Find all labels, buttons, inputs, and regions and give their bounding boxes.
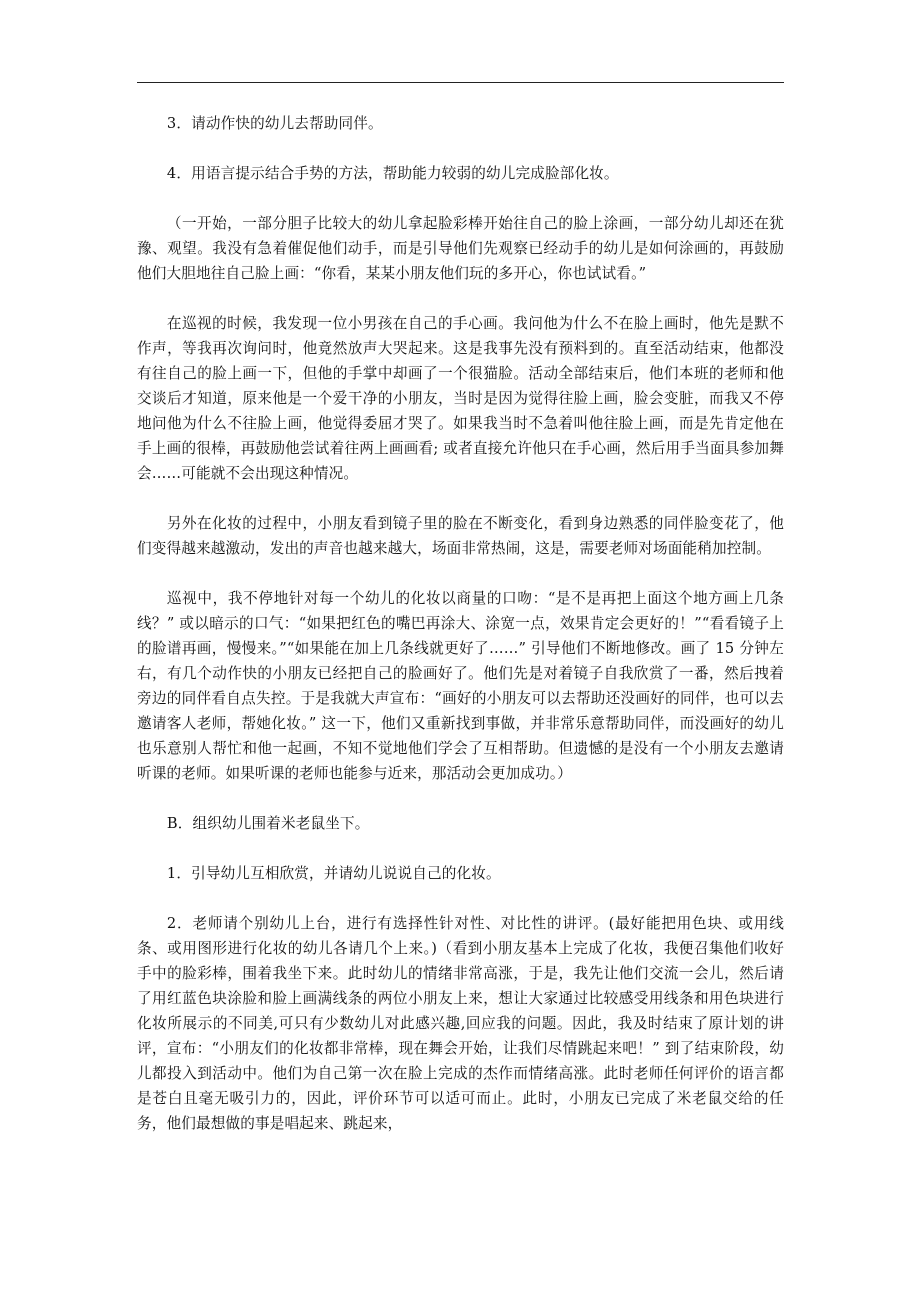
paragraph-step-3: 3．请动作快的幼儿去帮助同伴。 [166,115,383,132]
paragraph-guidance: 巡视中，我不停地针对每一个幼儿的化妆以商量的口吻：“是不是再把上面这个地方画上几条线？” 或以暗示的口气：“如果把红色的嘴巴再涂大、涂宽一点，效果肯定会更好的！”“看看镜子上的脸谱再画，慢慢来。”“如果能在加上几条线就更好了……” 引导他们不断地修改。画了 15 分钟左右，有几个动作快的小朋友已经把自己的脸画好了。他们先是对着镜子自我欣赏了一番，然后拽着旁边的同伴看自点失控。于是我就大声宣布：“画好的小朋友可以去帮助还没画好的同伴，也可以去邀请客人老师，帮她化妆。” 这一下，他们又重新找到事做，并非常乐意帮助同伴，而没画好的幼儿也乐意别人帮忙和他一起画，不知不觉地他们学会了互相帮助。但遗憾的是没有一个小朋友去邀请听课的老师。如果听课的老师也能参与近来，那活动会更加成功。） [137,590,784,782]
header-rule [137,82,784,83]
paragraph-classroom-noise: 另外在化妆的过程中，小朋友看到镜子里的脸在不断变化，看到身边熟悉的同伴脸变花了，他们变得越来越激动，发出的声音也越来越大，场面非常热闹，这是，需要老师对场面能稍加控制。 [137,515,784,557]
paragraph-section-b: B．组织幼儿围着米老鼠坐下。 [166,815,370,832]
paragraph-step-1: 1．引导幼儿互相欣赏，并请幼儿说说自己的化妆。 [166,865,501,882]
paragraph-step-2: 2．老师请个别幼儿上台，进行有选择性针对性、对比性的讲评。(最好能把用色块、或用线条、或用图形进行化妆的幼儿各请几个上来。)（看到小朋友基本上完成了化妆，我便召集他们收好手中的脸彩棒，围着我坐下来。此时幼儿的情绪非常高涨，于是，我先让他们交流一会儿，然后请了用红蓝色块涂脸和脸上画满线条的两位小朋友上来，想让大家通过比较感受用线条和用色块进行化妆所展示的不同美,可只有少数幼儿对此感兴趣,回应我的问题。因此，我及时结束了原计划的讲评，宣布：“小朋友们的化妆都非常棒，现在舞会开始，让我们尽情跳起来吧！” 到了结束阶段，幼儿都投入到活动中。他们为自己第一次在脸上完成的杰作而情绪高涨。此时老师任何评价的语言都是苍白且毫无吸引力的，因此，评价环节可以适可而止。此时，小朋友已完成了米老鼠交给的任务，他们最想做的事是唱起来、跳起来， [137,915,784,1132]
document-body [137,111,784,1136]
paragraph-boy-hand-drawing: 在巡视的时候，我发现一位小男孩在自己的手心画。我问他为什么不在脸上画时，他先是默不作声，等我再次询问时，他竟然放声大哭起来。这是我事先没有预料到的。直至活动结束，他都没有往自己的脸上画一下，但他的手掌中却画了一个很猫脸。活动全部结束后，他们本班的老师和他交谈后才知道，原来他是一个爱干净的小朋友，当时是因为觉得往脸上画，脸会变脏，而我又不停地问他为什么不往脸上画，他觉得委屈才哭了。如果我当时不急着叫他往脸上画，而是先肯定他在手上画的很棒，再鼓励他尝试着往两上画画看; 或者直接允许他只在手心画，然后用手当面具参加舞会……可能就不会出现这种情况。 [137,315,784,482]
paragraph-reflection-start: （一开始，一部分胆子比较大的幼儿拿起脸彩棒开始往自己的脸上涂画，一部分幼儿却还在犹豫、观望。我没有急着催促他们动手，而是引导他们先观察已经动手的幼儿是如何涂画的，再鼓励他们大胆地往自己脸上画：“你看，某某小朋友他们玩的多开心，你也试试看。” [137,215,784,282]
paragraph-step-4: 4．用语言提示结合手势的方法，帮助能力较弱的幼儿完成脸部化妆。 [166,165,619,182]
